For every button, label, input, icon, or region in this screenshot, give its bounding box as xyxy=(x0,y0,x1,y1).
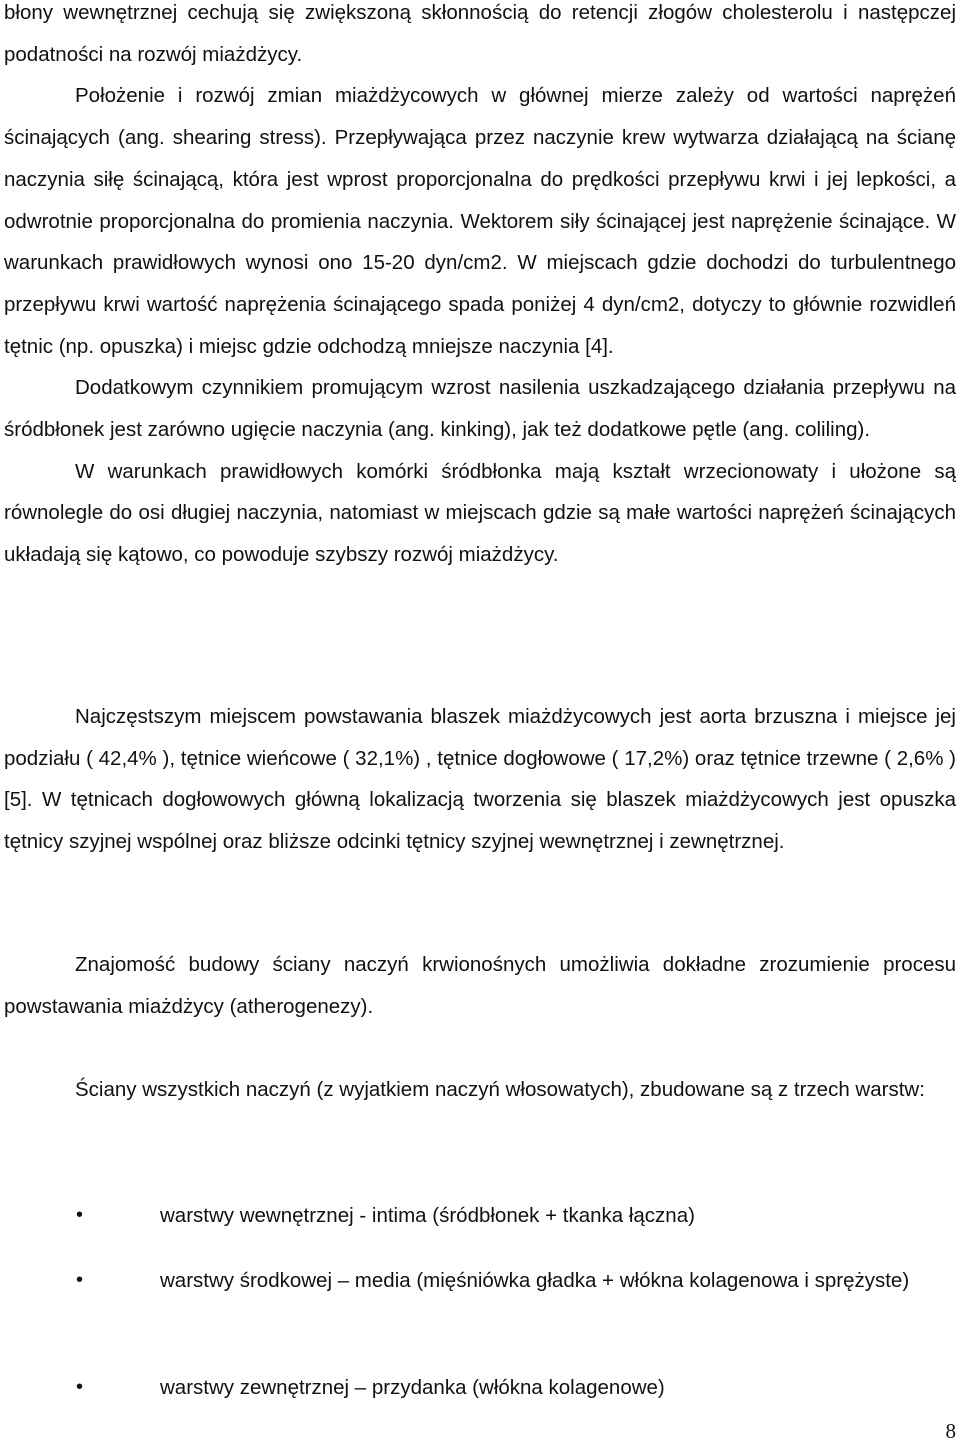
paragraph-5: Najczęstszym miejscem powstawania blaszek miażdżycowych jest aorta brzuszna i miejsce jej podziału ( 42,4% ), tętnice wieńcowe ( 32,1%) , tętnice dogłowowe ( 17,2%) oraz tętnice trzewne ( 2,6% ) [5]. W tętnicach dogłowowych główną lokalizacją tworzenia się blaszek miażdżycowych jest opuszka tętnicy szyjnej wspólnej oraz bliższe odcinki tętnicy szyjnej wewnętrznej i zewnętrznej. xyxy=(4,705,956,854)
paragraph-3: Dodatkowym czynnikiem promującym wzrost nasilenia uszkadzającego działania przepływu na śródbłonek jest zarówno ugięcie naczynia (ang. kinking), jak też dodatkowe pętle (ang. coliling). xyxy=(4,376,956,442)
paragraph-4: W warunkach prawidłowych komórki śródbłonka mają kształt wrzecionowaty i ułożone są równolegle do osi długiej naczynia, natomiast w miejscach gdzie są małe wartości naprężeń ścinających układają się kątowo, co powoduje szybszy rozwój miażdżycy. xyxy=(4,459,956,567)
body-text-block-1 xyxy=(4,0,956,576)
paragraph-7: Ściany wszystkich naczyń (z wyjatkiem naczyń włosowatych), zbudowane są z trzech warstw: xyxy=(75,1078,925,1101)
list-item-text: warstwy zewnętrznej – przydanka (włókna kolagenowe) xyxy=(160,1376,665,1399)
bullet-icon: • xyxy=(76,1269,84,1291)
bullet-icon: • xyxy=(76,1204,84,1226)
page-number: 8 xyxy=(945,1419,956,1443)
paragraph-6: Znajomość budowy ściany naczyń krwionośnych umożliwia dokładne zrozumienie procesu powstawania miażdżycy (atherogenezy). xyxy=(4,953,956,1018)
list-item-text: warstwy środkowej – media (mięśniówka gładka + włókna kolagenowa i sprężyste) xyxy=(160,1269,910,1292)
paragraph-1: błony wewnętrznej cechują się zwiększoną skłonnością do retencji złogów cholesterolu i następczej podatności na rozwój miażdżycy. xyxy=(4,1,956,66)
paragraph-2: Położenie i rozwój zmian miażdżycowych w głównej mierze zależy od wartości naprężeń ścinających (ang. shearing stress). Przepływająca przez naczynie krew wytwarza działającą na ścianę naczynia siłę ścinającą, która jest wprost proporcjonalna do prędkości przepływu krwi i jej lepkości, a odwrotnie proporcjonalna do promienia naczynia. Wektorem siły ścinającej jest naprężenie ścinające. W warunkach prawidłowych wynosi ono 15-20 dyn/cm2. W miejscach gdzie dochodzi do turbulentnego przepływu krwi wartość naprężenia ścinającego spada poniżej 4 dyn/cm2, dotyczy to głównie rozwidleń tętnic (np. opuszka) i miejsc gdzie odchodzą mniejsze naczynia [4]. xyxy=(4,84,956,358)
list-item-text: warstwy wewnętrznej - intima (śródbłonek + tkanka łączna) xyxy=(160,1204,695,1227)
bullet-icon: • xyxy=(76,1376,84,1398)
